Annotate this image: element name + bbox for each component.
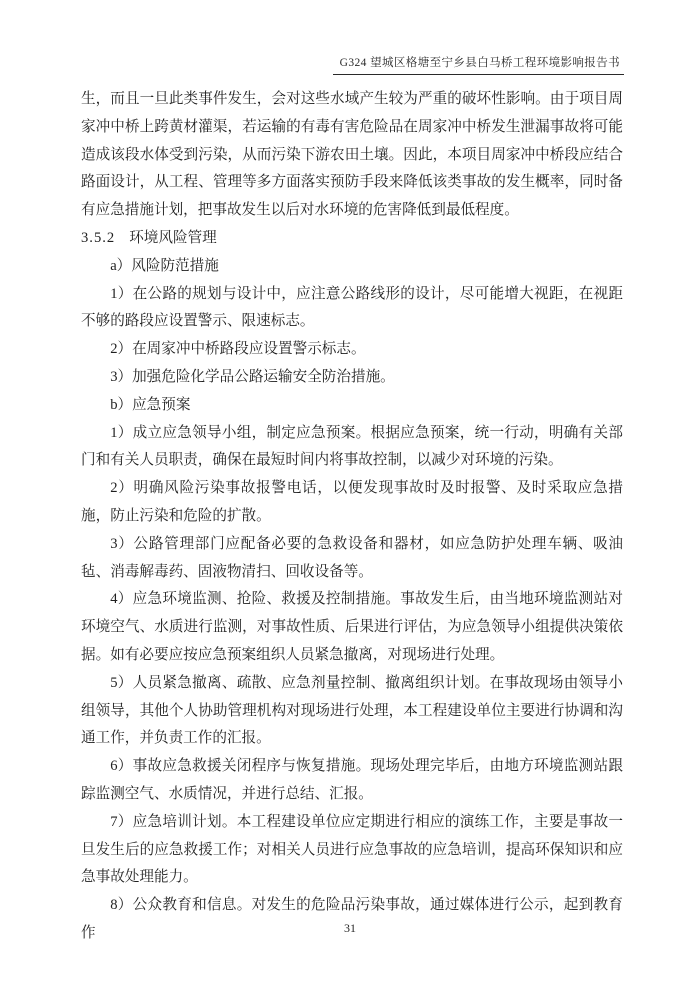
list-item-b2: 2）明确风险污染事故报警电话，以便发现事故时及时报警、及时采取应急措施，防止污染和危险的扩散。 bbox=[81, 480, 623, 524]
list-item-a: a）风险防范措施 bbox=[110, 257, 219, 274]
page-header bbox=[82, 54, 624, 75]
list-item-b8: 8）公众教育和信息。对发生的危险品污染事故，通过媒体进行公示，起到教育作 bbox=[81, 897, 623, 941]
list-item-b7: 7）应急培训计划。本工程建设单位应定期进行相应的演练工作，主要是事故一旦发生后的应急救援工作；对相关人员进行应急事故的应急培训，提高环保知识和应急事故处理能力。 bbox=[81, 813, 623, 886]
list-item-a1: 1）在公路的规划与设计中，应注意公路线形的设计，尽可能增大视距，在视距不够的路段应设置警示、限速标志。 bbox=[81, 285, 623, 330]
list-item-b1: 1）成立应急领导小组，制定应急预案。根据应急预案，统一行动，明确有关部门和有关人员职责，确保在最短时间内将事故控制，以减少对环境的污染。 bbox=[81, 424, 623, 469]
list-item-a3: 3）加强危险化学品公路运输安全防治措施。 bbox=[110, 368, 395, 385]
list-item-b3: 3）公路管理部门应配备必要的急救设备和器材，如应急防护处理车辆、吸油毡、消毒解毒药、固液物清扫、回收设备等。 bbox=[81, 535, 623, 580]
document-body bbox=[81, 86, 623, 948]
list-item-a2: 2）在周家冲中桥路段应设置警示标志。 bbox=[110, 341, 366, 358]
section-title: 环境风险管理 bbox=[129, 229, 217, 246]
page-footer bbox=[0, 921, 700, 936]
page-number: 31 bbox=[344, 921, 356, 935]
section-number: 3.5.2 bbox=[81, 229, 116, 246]
list-item-b: b）应急预案 bbox=[110, 396, 191, 413]
paragraph-continuation: 生，而且一旦此类事件发生，会对这些水域产生较为严重的破坏性影响。由于项目周家冲中桥上跨黄材灌渠，若运输的有毒有害危险品在周家冲中桥发生泄漏事故将可能造成该段水体受到污染，从而污染下游农田土壤。因此，本项目周家冲中桥段应结合路面设计，从工程、管理等多方面落实预防手段来降低该类事故的发生概率，同时备有应急措施计划，把事故发生以后对水环境的危害降低到最低程度。 bbox=[81, 91, 623, 219]
list-item-b5: 5）人员紧急撤离、疏散、应急剂量控制、撤离组织计划。在事故现场由领导小组领导，其他个人协助管理机构对现场进行处理，本工程建设单位主要进行协调和沟通工作，并负责工作的汇报。 bbox=[81, 674, 623, 747]
section-heading bbox=[81, 225, 623, 253]
list-item-b6: 6）事故应急救援关闭程序与恢复措施。现场处理完毕后，由地方环境监测站跟踪监测空气、水质情况，并进行总结、汇报。 bbox=[81, 758, 623, 802]
header-title: G324 望城区格塘至宁乡县白马桥工程环境影响报告书 bbox=[333, 54, 624, 75]
list-item-b4: 4）应急环境监测、抢险、救援及控制措施。事故发生后，由当地环境监测站对环境空气、水质进行监测，对事故性质、后果进行评估，为应急领导小组提供决策依据。如有必要应按应急预案组织人员紧急撤离，对现场进行处理。 bbox=[81, 591, 623, 663]
